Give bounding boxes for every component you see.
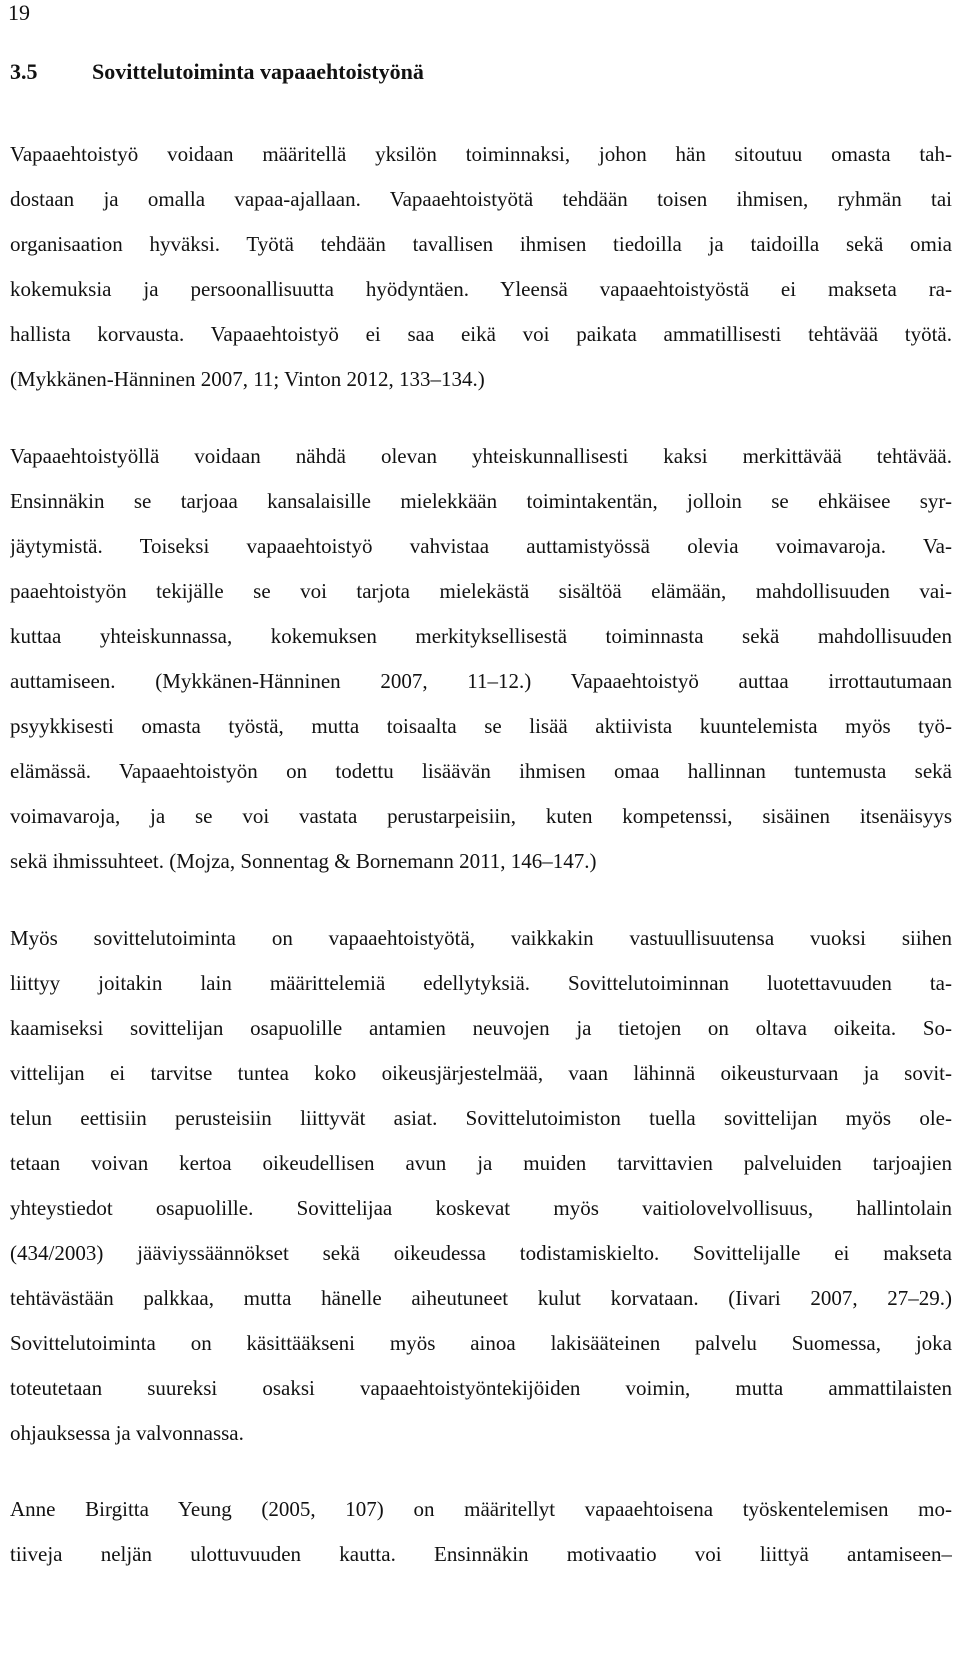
text-line: elämässä. Vapaaehtoistyön on todettu lisäävän ihmisen omaa hallinnan tuntemusta sekä xyxy=(10,759,952,783)
text-line: psyykkisesti omasta työstä, mutta toisaalta se lisää aktiivista kuuntelemista myös työ- xyxy=(10,714,952,738)
section-heading xyxy=(10,58,424,86)
text-line: hallista korvausta. Vapaaehtoistyö ei saa eikä voi paikata ammatillisesti tehtävää työtä. xyxy=(10,322,952,346)
text-line: tehtävästään palkkaa, mutta hänelle aiheutuneet kulut korvataan. (Iivari 2007, 27–29.) xyxy=(10,1286,952,1310)
text-line: tetaan voivan kertoa oikeudellisen avun ja muiden tarvittavien palveluiden tarjoajien xyxy=(10,1151,952,1175)
text-line: jäytymistä. Toiseksi vapaaehtoistyö vahvistaa auttamistyössä olevia voimavaroja. Va- xyxy=(10,534,952,558)
text-line: kaamiseksi sovittelijan osapuolille antamien neuvojen ja tietojen on oltava oikeita. So- xyxy=(10,1016,952,1040)
text-line: paaehtoistyön tekijälle se voi tarjota mielekästä sisältöä elämään, mahdollisuuden vai- xyxy=(10,579,952,603)
paragraph-3 xyxy=(10,916,952,1456)
text-line: Myös sovittelutoiminta on vapaaehtoistyötä, vaikkakin vastuullisuutensa vuoksi siihen xyxy=(10,926,952,950)
text-line: sekä ihmissuhteet. (Mojza, Sonnentag & Bornemann 2011, 146–147.) xyxy=(10,849,597,873)
text-line: Anne Birgitta Yeung (2005, 107) on määritellyt vapaaehtoisena työskentelemisen mo- xyxy=(10,1497,952,1521)
section-title: Sovittelutoiminta vapaaehtoistyönä xyxy=(92,59,424,84)
text-line: liittyy joitakin lain määrittelemiä edellytyksiä. Sovittelutoiminnan luotettavuuden ta- xyxy=(10,971,952,995)
text-line: toteutetaan suureksi osaksi vapaaehtoistyöntekijöiden voimin, mutta ammattilaisten xyxy=(10,1376,952,1400)
text-line: vittelijan ei tarvitse tuntea koko oikeusjärjestelmää, vaan lähinnä oikeusturvaan ja sovit- xyxy=(10,1061,952,1085)
text-line: dostaan ja omalla vapaa-ajallaan. Vapaaehtoistyötä tehdään toisen ihmisen, ryhmän tai xyxy=(10,187,952,211)
text-line: Sovittelutoiminta on käsittääkseni myös ainoa lakisääteinen palvelu Suomessa, joka xyxy=(10,1331,952,1355)
text-line: Vapaaehtoistyöllä voidaan nähdä olevan yhteiskunnallisesti kaksi merkittävää tehtävää. xyxy=(10,444,952,468)
text-line: telun eettisiin perusteisiin liittyvät asiat. Sovittelutoimiston tuella sovittelijan myös ole- xyxy=(10,1106,952,1130)
paragraph-4 xyxy=(10,1487,952,1577)
page-number: 19 xyxy=(8,0,30,25)
text-line: yhteystiedot osapuolille. Sovittelijaa koskevat myös vaitiolovelvollisuus, hallintolain xyxy=(10,1196,952,1220)
text-line: kokemuksia ja persoonallisuutta hyödyntäen. Yleensä vapaaehtoistyöstä ei makseta ra- xyxy=(10,277,952,301)
text-line: organisaation hyväksi. Työtä tehdään tavallisen ihmisen tiedoilla ja taidoilla sekä omia xyxy=(10,232,952,256)
text-line: Vapaaehtoistyö voidaan määritellä yksilön toiminnaksi, johon hän sitoutuu omasta tah- xyxy=(10,142,952,166)
text-line: (Mykkänen-Hänninen 2007, 11; Vinton 2012, 133–134.) xyxy=(10,367,485,391)
text-line: ohjauksessa ja valvonnassa. xyxy=(10,1421,244,1445)
paragraph-2 xyxy=(10,434,952,884)
text-line: kuttaa yhteiskunnassa, kokemuksen merkityksellisestä toiminnasta sekä mahdollisuuden xyxy=(10,624,952,648)
text-line: auttamiseen. (Mykkänen-Hänninen 2007, 11–12.) Vapaaehtoistyö auttaa irrottautumaan xyxy=(10,669,952,693)
paragraph-1 xyxy=(10,132,952,402)
section-number: 3.5 xyxy=(10,59,38,84)
text-line: tiiveja neljän ulottuvuuden kautta. Ensinnäkin motivaatio voi liittyä antamiseen– xyxy=(10,1542,952,1566)
text-line: voimavaroja, ja se voi vastata perustarpeisiin, kuten kompetenssi, sisäinen itsenäisyys xyxy=(10,804,952,828)
text-line: Ensinnäkin se tarjoaa kansalaisille mielekkään toimintakentän, jolloin se ehkäisee syr- xyxy=(10,489,952,513)
text-line: (434/2003) jääviyssäännökset sekä oikeudessa todistamiskielto. Sovittelijalle ei makseta xyxy=(10,1241,952,1265)
